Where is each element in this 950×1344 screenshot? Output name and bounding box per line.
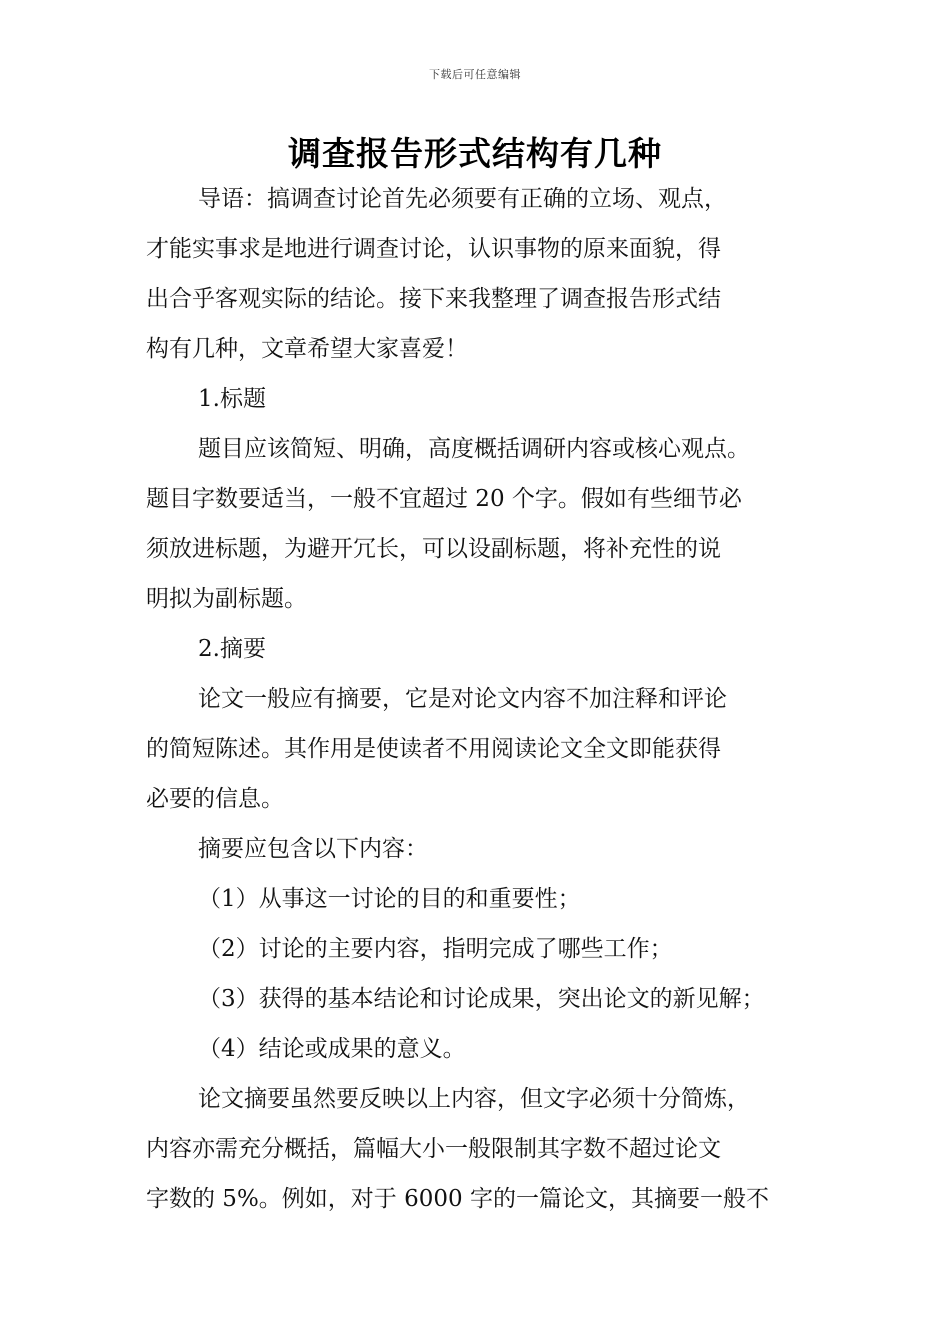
document-title: 调查报告形式结构有几种 <box>288 134 662 173</box>
summary-para-line-3: 字数的 5%。例如，对于 6000 字的一篇论文，其摘要一般不 <box>146 1186 769 1212</box>
section-heading-title: 1.标题 <box>198 386 266 412</box>
list-item-2: （2）讨论的主要内容，指明完成了哪些工作； <box>198 936 673 962</box>
header-note: 下载后可任意编辑 <box>429 68 521 81</box>
intro-line-2: 才能实事求是地进行调查讨论，认识事物的原来面貌，得 <box>146 236 721 262</box>
section-heading-abstract: 2.摘要 <box>198 636 266 662</box>
title-para-line-4: 明拟为副标题。 <box>146 586 307 612</box>
title-para-line-1: 题目应该简短、明确，高度概括调研内容或核心观点。 <box>198 436 750 462</box>
list-item-4: （4）结论或成果的意义。 <box>198 1036 466 1062</box>
intro-line-1: 导语：搞调查讨论首先必须要有正确的立场、观点， <box>198 186 727 212</box>
summary-para-line-2: 内容亦需充分概括，篇幅大小一般限制其字数不超过论文 <box>146 1136 721 1162</box>
title-para-line-3: 须放进标题，为避开冗长，可以设副标题，将补充性的说 <box>146 536 721 562</box>
list-item-3: （3）获得的基本结论和讨论成果，突出论文的新见解； <box>198 986 765 1012</box>
summary-para-line-1: 论文摘要虽然要反映以上内容，但文字必须十分简炼， <box>198 1086 750 1112</box>
abstract-contents-intro: 摘要应包含以下内容： <box>198 836 428 862</box>
intro-line-4: 构有几种，文章希望大家喜爱！ <box>146 336 468 362</box>
list-item-1: （1）从事这一讨论的目的和重要性； <box>198 886 581 912</box>
abstract-para-line-3: 必要的信息。 <box>146 786 284 812</box>
intro-line-3: 出合乎客观实际的结论。接下来我整理了调查报告形式结 <box>146 286 721 312</box>
abstract-para-line-1: 论文一般应有摘要，它是对论文内容不加注释和评论 <box>198 686 727 712</box>
title-para-line-2: 题目字数要适当，一般不宜超过 20 个字。假如有些细节必 <box>146 486 742 512</box>
abstract-para-line-2: 的简短陈述。其作用是使读者不用阅读论文全文即能获得 <box>146 736 721 762</box>
